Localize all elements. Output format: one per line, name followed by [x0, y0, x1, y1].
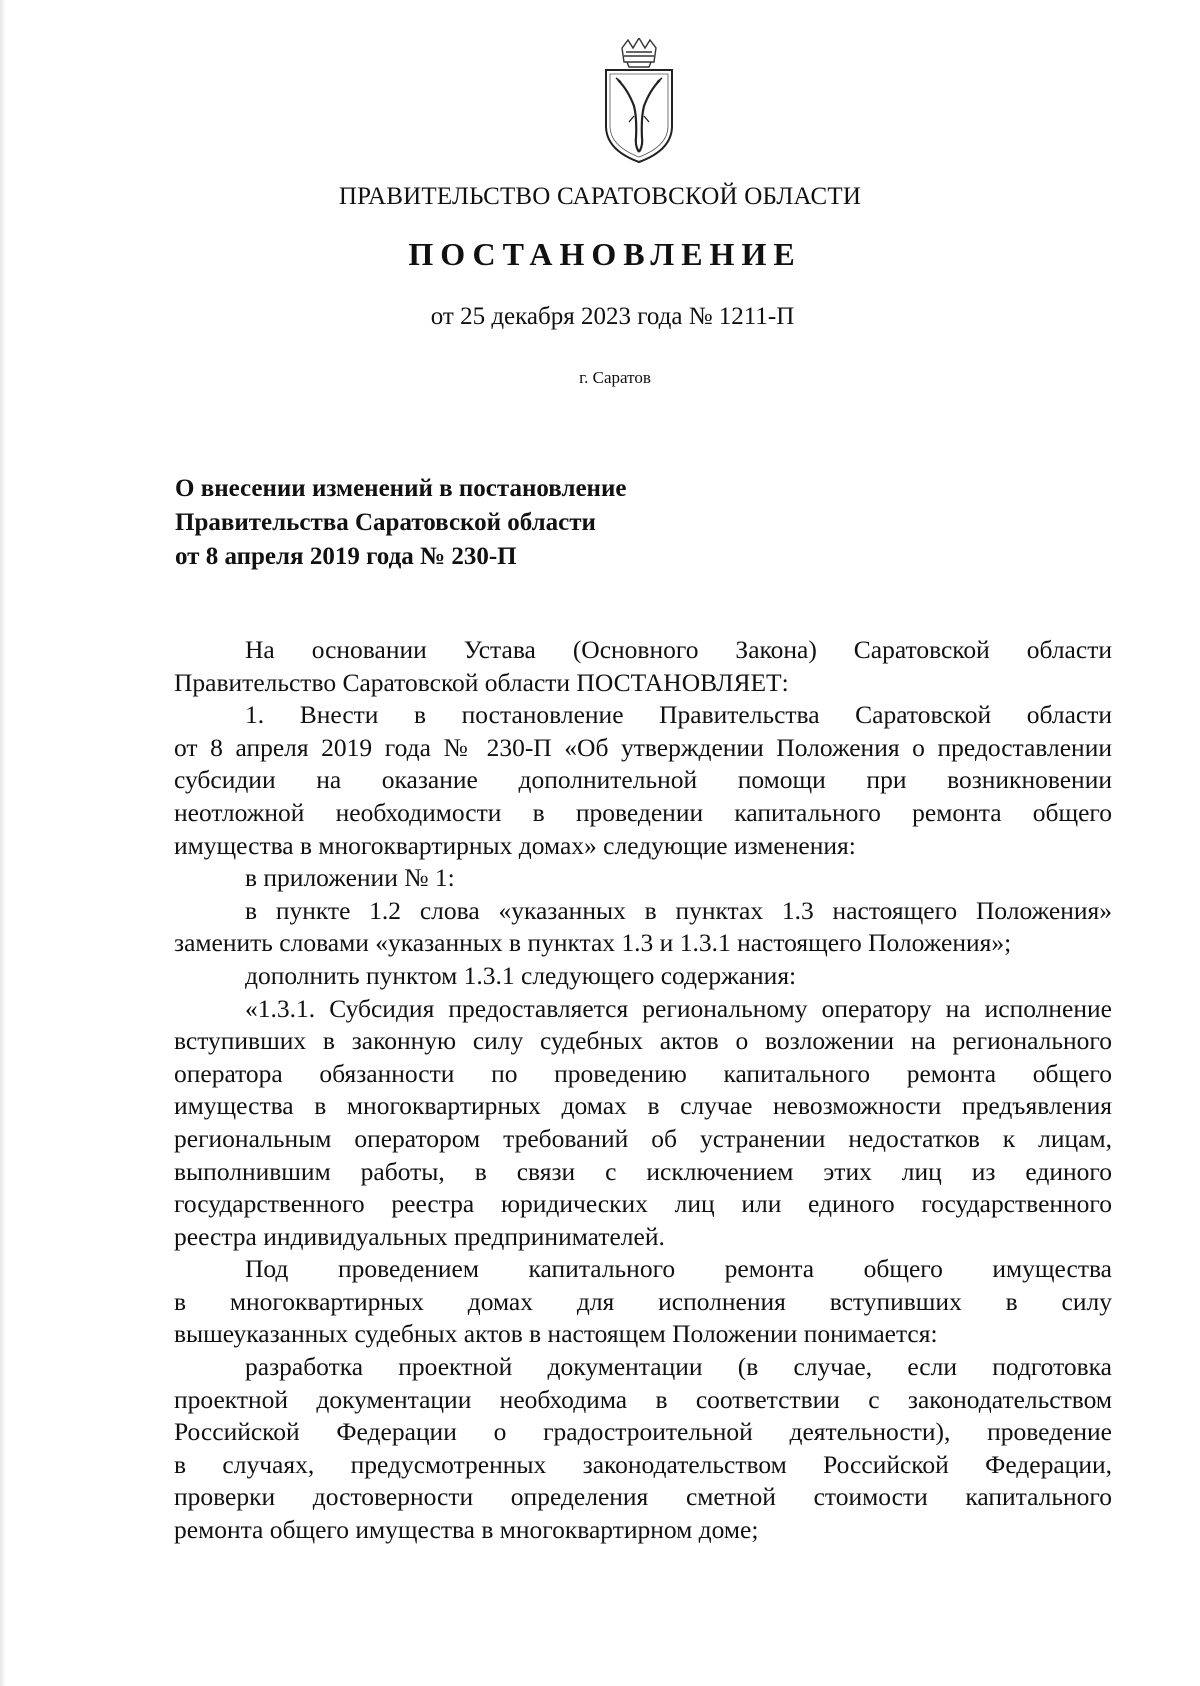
- government-name: ПРАВИТЕЛЬСТВО САРАТОВСКОЙ ОБЛАСТИ: [338, 183, 862, 210]
- paragraph: [174, 993, 1112, 1254]
- text-line: субсидии на оказание дополнительной помощи при возникновении: [174, 765, 1112, 795]
- text-line: На основании Устава (Основного Закона) Саратовской области: [245, 635, 1112, 664]
- subject-line: О внесении изменений в постановление: [175, 475, 627, 502]
- paragraph: [174, 634, 1112, 699]
- text-line: заменить словами «указанных в пунктах 1.3 и 1.3.1 настоящего Положения»;: [174, 928, 1012, 958]
- document-date-number: от 25 декабря 2023 года № 1211-П: [430, 303, 795, 330]
- paragraph: [174, 862, 1112, 895]
- paragraph: [174, 895, 1112, 960]
- text-line: 1. Внести в постановление Правительства Саратовской области: [245, 700, 1112, 730]
- text-line: вступивших в законную силу судебных актов о возложении на регионального: [174, 1026, 1112, 1056]
- paragraph: [174, 699, 1112, 862]
- subject-line: Правительства Саратовской области: [175, 509, 596, 536]
- text-line: ремонта общего имущества в многоквартирном доме;: [174, 1515, 759, 1545]
- text-line: имущества в многоквартирных домах в случае невозможности предъявления: [174, 1091, 1112, 1121]
- subject-line: от 8 апреля 2019 года № 230-П: [175, 543, 517, 570]
- text-line: от 8 апреля 2019 года № 230-П «Об утверждении Положения о предоставлении: [174, 732, 1112, 762]
- text-line: выполнившим работы, в связи с исключением этих лиц из единого: [174, 1156, 1112, 1186]
- text-line: проектной документации необходима в соответствии с законодательством: [174, 1384, 1112, 1414]
- text-line: проверки достоверности определения сметной стоимости капитального: [174, 1482, 1112, 1512]
- paragraph: [174, 1253, 1112, 1351]
- text-line: оператора обязанности по проведению капитального ремонта общего: [174, 1058, 1112, 1088]
- document-body: [174, 634, 1112, 1547]
- paragraph: [174, 1351, 1112, 1547]
- saratov-coat-of-arms-icon: [598, 38, 680, 166]
- text-line: вышеуказанных судебных актов в настоящем Положении понимается:: [174, 1319, 938, 1349]
- text-line: разработка проектной документации (в случае, если подготовка: [245, 1352, 1112, 1382]
- paragraph: [174, 960, 1112, 993]
- document-type: ПОСТАНОВЛЕНИЕ: [408, 236, 802, 272]
- text-line: государственного реестра юридических лиц или единого государственного: [174, 1189, 1112, 1219]
- text-line: в пункте 1.2 слова «указанных в пунктах 1.3 настоящего Положения»: [245, 895, 1112, 925]
- text-line: неотложной необходимости в проведении капитального ремонта общего: [174, 797, 1112, 827]
- text-line: «1.3.1. Субсидия предоставляется региональному оператору на исполнение: [245, 993, 1112, 1023]
- text-line: дополнить пунктом 1.3.1 следующего содержания:: [245, 960, 797, 990]
- text-line: Российской Федерации о градостроительной деятельности), проведение: [174, 1417, 1112, 1447]
- text-line: реестра индивидуальных предпринимателей.: [174, 1221, 665, 1251]
- text-line: Правительство Саратовской области ПОСТАНОВЛЯЕТ:: [174, 667, 789, 697]
- document-subject: [175, 472, 895, 574]
- text-line: имущества в многоквартирных домах» следующие изменения:: [174, 830, 856, 860]
- text-line: Под проведением капитального ремонта общего имущества: [245, 1254, 1112, 1284]
- document-city: г. Саратов: [579, 368, 651, 387]
- text-line: региональным оператором требований об устранении недостатков к лицам,: [174, 1123, 1112, 1153]
- text-line: в приложении № 1:: [245, 863, 455, 893]
- text-line: в многоквартирных домах для исполнения вступивших в силу: [174, 1286, 1112, 1316]
- text-line: в случаях, предусмотренных законодательством Российской Федерации,: [174, 1449, 1112, 1479]
